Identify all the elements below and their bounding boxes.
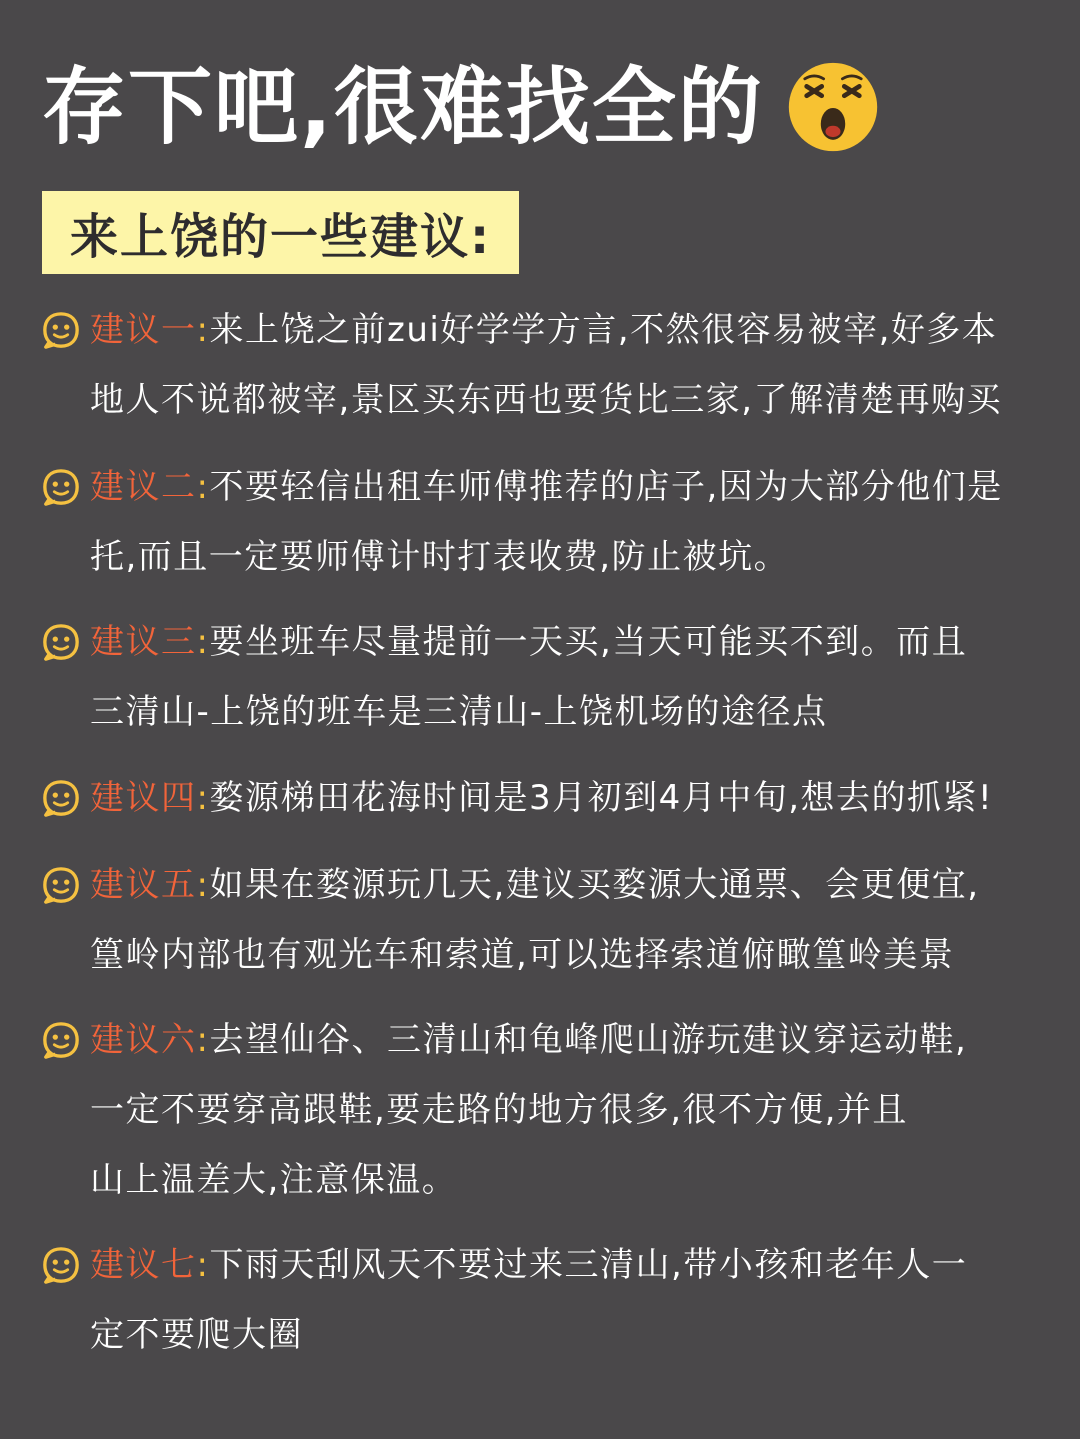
smiley-icon (42, 1246, 80, 1284)
tip-text (90, 607, 1052, 747)
tip-body: 去望仙谷、三清山和龟峰爬山游玩建议穿运动鞋, (209, 1020, 968, 1060)
tip-label: 建议四 (90, 778, 197, 818)
smiley-icon (42, 1021, 80, 1059)
tip-line (90, 452, 1052, 522)
tip-line (90, 1075, 1052, 1145)
tip-label: 建议七 (90, 1245, 197, 1285)
tip-line (90, 1145, 1052, 1215)
tip-line (90, 1300, 1052, 1370)
tip-colon: : (196, 865, 210, 905)
tip-item (42, 1005, 1052, 1215)
tip-body: 婺源梯田花海时间是3月初到4月中旬,想去的抓紧! (209, 778, 994, 818)
tip-body: 托,而且一定要师傅计时打表收费,防止被坑。 (90, 537, 790, 577)
tip-body: 下雨天刮风天不要过来三清山,带小孩和老年人一 (209, 1245, 968, 1285)
tip-item (42, 1230, 1052, 1370)
tip-line (90, 295, 1052, 365)
tip-line (90, 607, 1052, 677)
tip-body: 篁岭内部也有观光车和索道,可以选择索道俯瞰篁岭美景 (90, 935, 955, 975)
header (42, 52, 880, 162)
tip-item (42, 295, 1052, 435)
tip-label: 建议五 (90, 865, 197, 905)
tip-body: 来上饶之前zui好学学方言,不然很容易被宰,好多本 (209, 310, 998, 350)
tip-text (90, 850, 1052, 990)
tip-text (90, 1005, 1052, 1215)
tip-item (42, 850, 1052, 990)
tip-colon: : (196, 467, 210, 507)
smiley-icon (42, 311, 80, 349)
tip-item (42, 452, 1052, 592)
tip-text (90, 1230, 1052, 1370)
tip-line (90, 763, 1052, 833)
tip-colon: : (196, 778, 210, 818)
tip-line (90, 1230, 1052, 1300)
tip-label: 建议六 (90, 1020, 197, 1060)
dizzy-face-emoji-icon (786, 60, 880, 154)
tip-colon: : (196, 310, 210, 350)
tip-label: 建议二 (90, 467, 197, 507)
tip-item (42, 607, 1052, 747)
tip-body: 一定不要穿高跟鞋,要走路的地方很多,很不方便,并且 (90, 1090, 908, 1130)
smiley-icon (42, 468, 80, 506)
tip-body: 不要轻信出租车师傅推荐的店子,因为大部分他们是 (209, 467, 1003, 507)
tip-body: 山上温差大,注意保温。 (90, 1160, 458, 1200)
tip-body: 三清山-上饶的班车是三清山-上饶机场的途径点 (90, 692, 828, 732)
subtitle-highlight (42, 191, 519, 274)
smiley-icon (42, 623, 80, 661)
tip-colon: : (196, 622, 210, 662)
tip-text (90, 763, 1052, 833)
tip-text (90, 295, 1052, 435)
tip-line (90, 850, 1052, 920)
page-title: 存下吧,很难找全的 (42, 58, 764, 156)
tip-text (90, 452, 1052, 592)
tip-body: 要坐班车尽量提前一天买,当天可能买不到。而且 (209, 622, 968, 662)
tip-label: 建议三 (90, 622, 197, 662)
tip-label: 建议一 (90, 310, 197, 350)
tip-item (42, 763, 1052, 833)
subtitle: 来上饶的一些建议: (70, 209, 492, 265)
smiley-icon (42, 779, 80, 817)
tip-line (90, 920, 1052, 990)
tip-body: 定不要爬大圈 (90, 1315, 303, 1355)
smiley-icon (42, 866, 80, 904)
tip-line (90, 522, 1052, 592)
tip-line (90, 677, 1052, 747)
tip-body: 如果在婺源玩几天,建议买婺源大通票、会更便宜, (209, 865, 980, 905)
tip-colon: : (196, 1245, 210, 1285)
tip-line (90, 1005, 1052, 1075)
tip-colon: : (196, 1020, 210, 1060)
tip-body: 地人不说都被宰,景区买东西也要货比三家,了解清楚再购买 (90, 380, 1003, 420)
tip-line (90, 365, 1052, 435)
